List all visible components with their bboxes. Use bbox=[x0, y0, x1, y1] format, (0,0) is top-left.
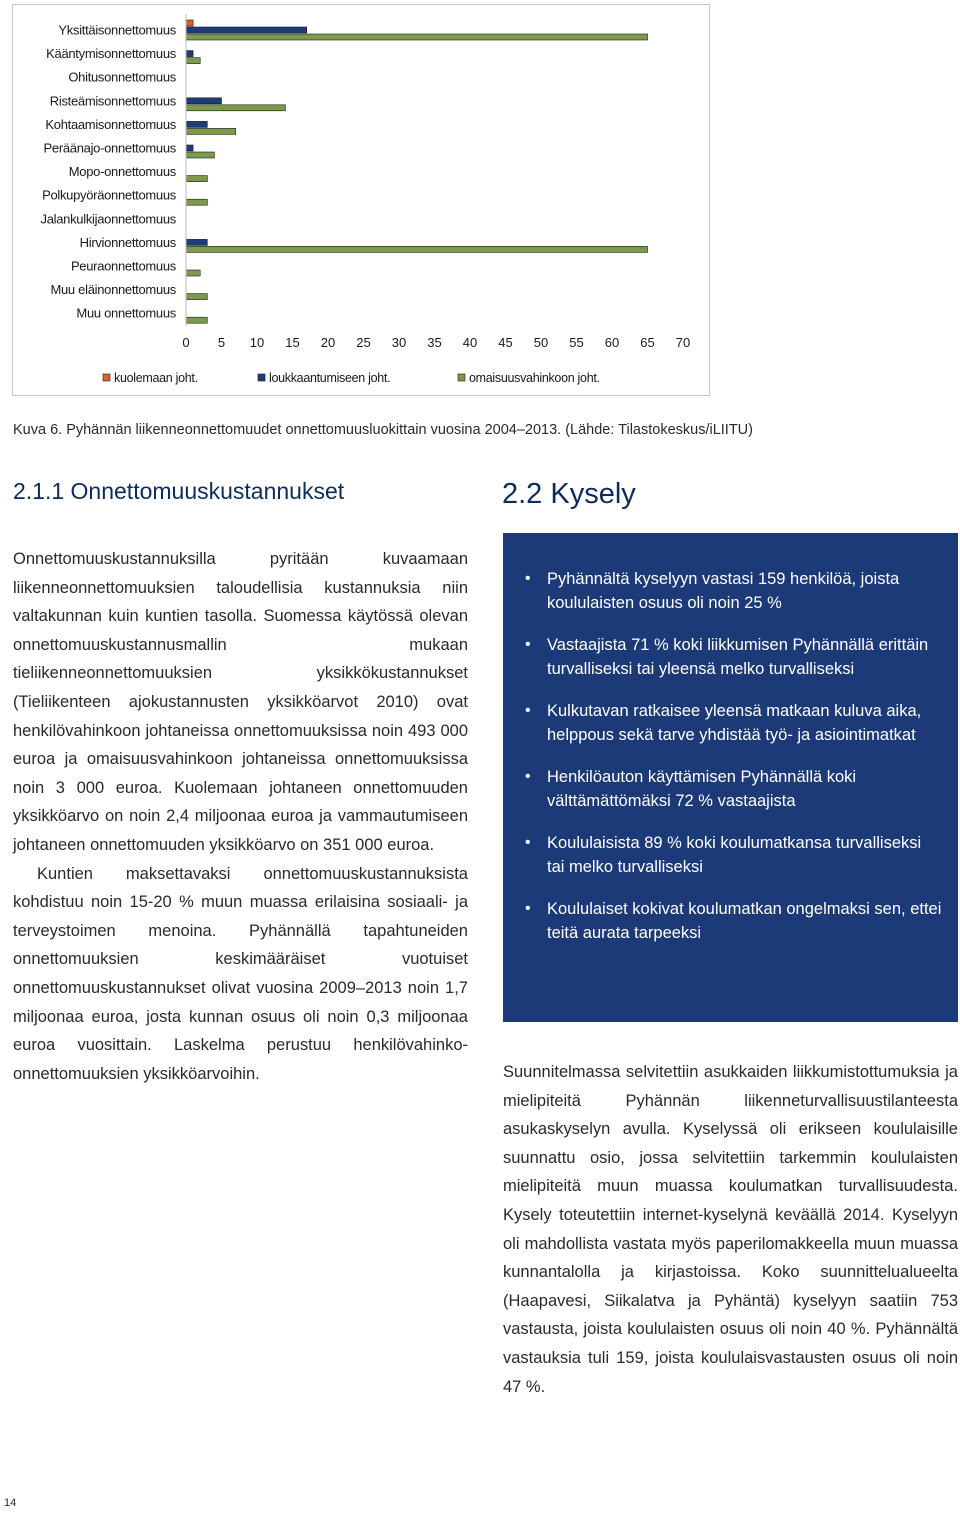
survey-bullet-list bbox=[525, 567, 942, 945]
bar-omaisuusvahinkoon-joht bbox=[186, 34, 648, 40]
costs-paragraph: Onnettomuuskustannuksilla pyritään kuvaamaan liikenneonnettomuuksien taloudellisia kustannuksia niin valtakunnan kuin kuntien tasolla. Suomessa käytössä olevan onnettomuuskustannusmallin mukaan tieliikenneonnettomuuksien yksikkökustannukset (Tieliikenteen ajokustannusten yksikköarvot 2010) ovat henkilövahinkoon johtaneissa onnettomuuksissa noin 493 000 euroa ja omaisuusvahinkoon johtaneissa onnettomuuksissa noin 3 000 euroa. Kuolemaan johtaneen onnettomuuden yksikköarvo on noin 2,4 miljoonaa euroa ja vammautumiseen johtaneen onnettomuuden yksikköarvo on 351 000 euroa. bbox=[13, 550, 468, 854]
survey-bullet: • Vastaajista 71 % koki liikkumisen Pyhännällä erittäin turvalliseksi tai yleensä melko turvalliseksi bbox=[525, 633, 942, 681]
bar-omaisuusvahinkoon-joht bbox=[186, 128, 236, 134]
bar-omaisuusvahinkoon-joht bbox=[186, 270, 200, 276]
bar-loukkaantumiseen-joht bbox=[186, 121, 207, 127]
bar-omaisuusvahinkoon-joht bbox=[186, 317, 207, 323]
category-label: Muu onnettomuus bbox=[76, 305, 176, 321]
x-tick-label: 20 bbox=[320, 335, 336, 350]
legend-label: loukkaantumiseen joht. bbox=[269, 371, 391, 385]
x-tick-label: 5 bbox=[217, 335, 226, 350]
legend-swatch bbox=[458, 374, 465, 381]
page-number: 14 bbox=[4, 1497, 17, 1509]
legend-label: kuolemaan joht. bbox=[114, 371, 198, 385]
survey-bullet: • Koululaiset kokivat koulumatkan ongelmaksi sen, ettei teitä aurata tarpeeksi bbox=[525, 897, 942, 945]
legend-swatch bbox=[258, 374, 265, 381]
bar-omaisuusvahinkoon-joht bbox=[186, 176, 207, 182]
x-tick-label: 50 bbox=[533, 335, 549, 350]
bar-omaisuusvahinkoon-joht bbox=[186, 199, 207, 205]
category-label: Hirvionnettomuus bbox=[79, 234, 176, 250]
section-heading-survey: 2.2 Kysely bbox=[502, 478, 636, 510]
bar-omaisuusvahinkoon-joht bbox=[186, 294, 207, 300]
accident-bar-chart bbox=[13, 5, 709, 395]
x-tick-label: 0 bbox=[182, 335, 190, 350]
legend-label: omaisuusvahinkoon joht. bbox=[469, 371, 600, 385]
x-tick-label: 30 bbox=[391, 335, 407, 350]
bar-loukkaantumiseen-joht bbox=[186, 145, 193, 151]
accident-chart bbox=[12, 4, 710, 396]
x-tick-label: 35 bbox=[427, 335, 442, 350]
bar-loukkaantumiseen-joht bbox=[186, 98, 222, 104]
category-label: Peuraonnettomuus bbox=[70, 258, 176, 274]
x-tick-label: 15 bbox=[285, 335, 300, 350]
figure-caption: Kuva 6. Pyhännän liikenneonnettomuudet onnettomuusluokittain vuosina 2004–2013. (Lähde: Tilastokeskus/iLIITU) bbox=[13, 422, 753, 438]
bar-omaisuusvahinkoon-joht bbox=[186, 246, 648, 252]
x-tick-label: 10 bbox=[249, 335, 265, 350]
x-tick-label: 70 bbox=[675, 335, 691, 350]
bar-omaisuusvahinkoon-joht bbox=[186, 58, 200, 64]
x-tick-label: 40 bbox=[462, 335, 478, 350]
costs-text bbox=[13, 545, 468, 1088]
x-tick-label: 45 bbox=[498, 335, 513, 350]
category-label: Kohtaamisonnettomuus bbox=[45, 116, 176, 132]
category-label: Peräänajo-onnettomuus bbox=[43, 140, 176, 156]
costs-paragraph: Kuntien maksettavaksi onnettomuuskustannuksista kohdistuu noin 15-20 % muun muassa erilaisina sosiaali- ja terveystoimen menoina. Pyhännällä tapahtuneiden onnettomuuksien keskimääräiset vuotuiset onnettomuuskustannukset olivat vuosina 2009–2013 noin 1,7 miljoonaa euroa, josta kunnan osuus oli noin 0,3 miljoonaa euroa vuosittain. Laskelma perustuu henkilövahinko-onnettomuuksien yksikköarvoihin. bbox=[13, 864, 468, 1083]
category-label: Muu eläinonnettomuus bbox=[50, 282, 176, 298]
bar-loukkaantumiseen-joht bbox=[186, 51, 193, 57]
category-label: Ohitusonnettomuus bbox=[68, 69, 176, 85]
category-label: Risteämisonnettomuus bbox=[49, 93, 176, 109]
category-label: Polkupyöräonnettomuus bbox=[42, 187, 176, 203]
category-label: Yksittäisonnettomuus bbox=[58, 22, 176, 38]
x-tick-label: 25 bbox=[356, 335, 371, 350]
survey-bullet: • Koululaisista 89 % koki koulumatkansa turvalliseksi tai melko turvalliseksi bbox=[525, 831, 942, 879]
bar-kuolemaan-joht bbox=[186, 20, 193, 26]
bar-omaisuusvahinkoon-joht bbox=[186, 105, 285, 111]
x-tick-label: 60 bbox=[604, 335, 620, 350]
category-label: Kääntymisonnettomuus bbox=[46, 46, 176, 62]
survey-bullet: • Henkilöauton käyttämisen Pyhännällä koki välttämättömäksi 72 % vastaajista bbox=[525, 765, 942, 813]
legend-swatch bbox=[103, 374, 110, 381]
bar-loukkaantumiseen-joht bbox=[186, 239, 207, 245]
category-label: Jalankulkijaonnettomuus bbox=[40, 211, 176, 227]
bar-omaisuusvahinkoon-joht bbox=[186, 152, 214, 158]
survey-bullet: • Kulkutavan ratkaisee yleensä matkaan kuluva aika, helppous sekä tarve yhdistää työ- ja asiointimatkat bbox=[525, 699, 942, 747]
bar-loukkaantumiseen-joht bbox=[186, 27, 307, 33]
section-heading-costs: 2.1.1 Onnettomuuskustannukset bbox=[13, 478, 345, 504]
x-tick-label: 65 bbox=[640, 335, 655, 350]
survey-highlights-box bbox=[503, 533, 958, 1022]
survey-bullet: • Pyhännältä kyselyyn vastasi 159 henkilöä, joista koululaisten osuus oli noin 25 % bbox=[525, 567, 942, 615]
x-tick-label: 55 bbox=[569, 335, 584, 350]
category-label: Mopo-onnettomuus bbox=[68, 164, 176, 180]
survey-paragraph: Suunnitelmassa selvitettiin asukkaiden liikkumistottumuksia ja mielipiteitä Pyhännän liikenneturvallisuustilanteesta asukaskyselyn avulla. Kyselyssä oli erikseen koululaisille suunnattu osio, jossa selvitettiin tarkemmin koululaisten mielipiteitä muun muassa koulumatkan turvallisuudesta. Kysely toteutettiin internet-kyselynä keväällä 2014. Kyselyyn oli mahdollista vastata myös paperilomakkeella muun muassa kunnantalolla ja kirjastoissa. Koko suunnittelualueelta (Haapavesi, Siikalatva ja Pyhäntä) kyselyyn saatiin 753 vastausta, joista koululaisten osuus oli noin 40 %. Pyhännältä vastauksia tuli 159, joista koululaisvastausten osuus oli noin 47 %. bbox=[503, 1063, 958, 1396]
